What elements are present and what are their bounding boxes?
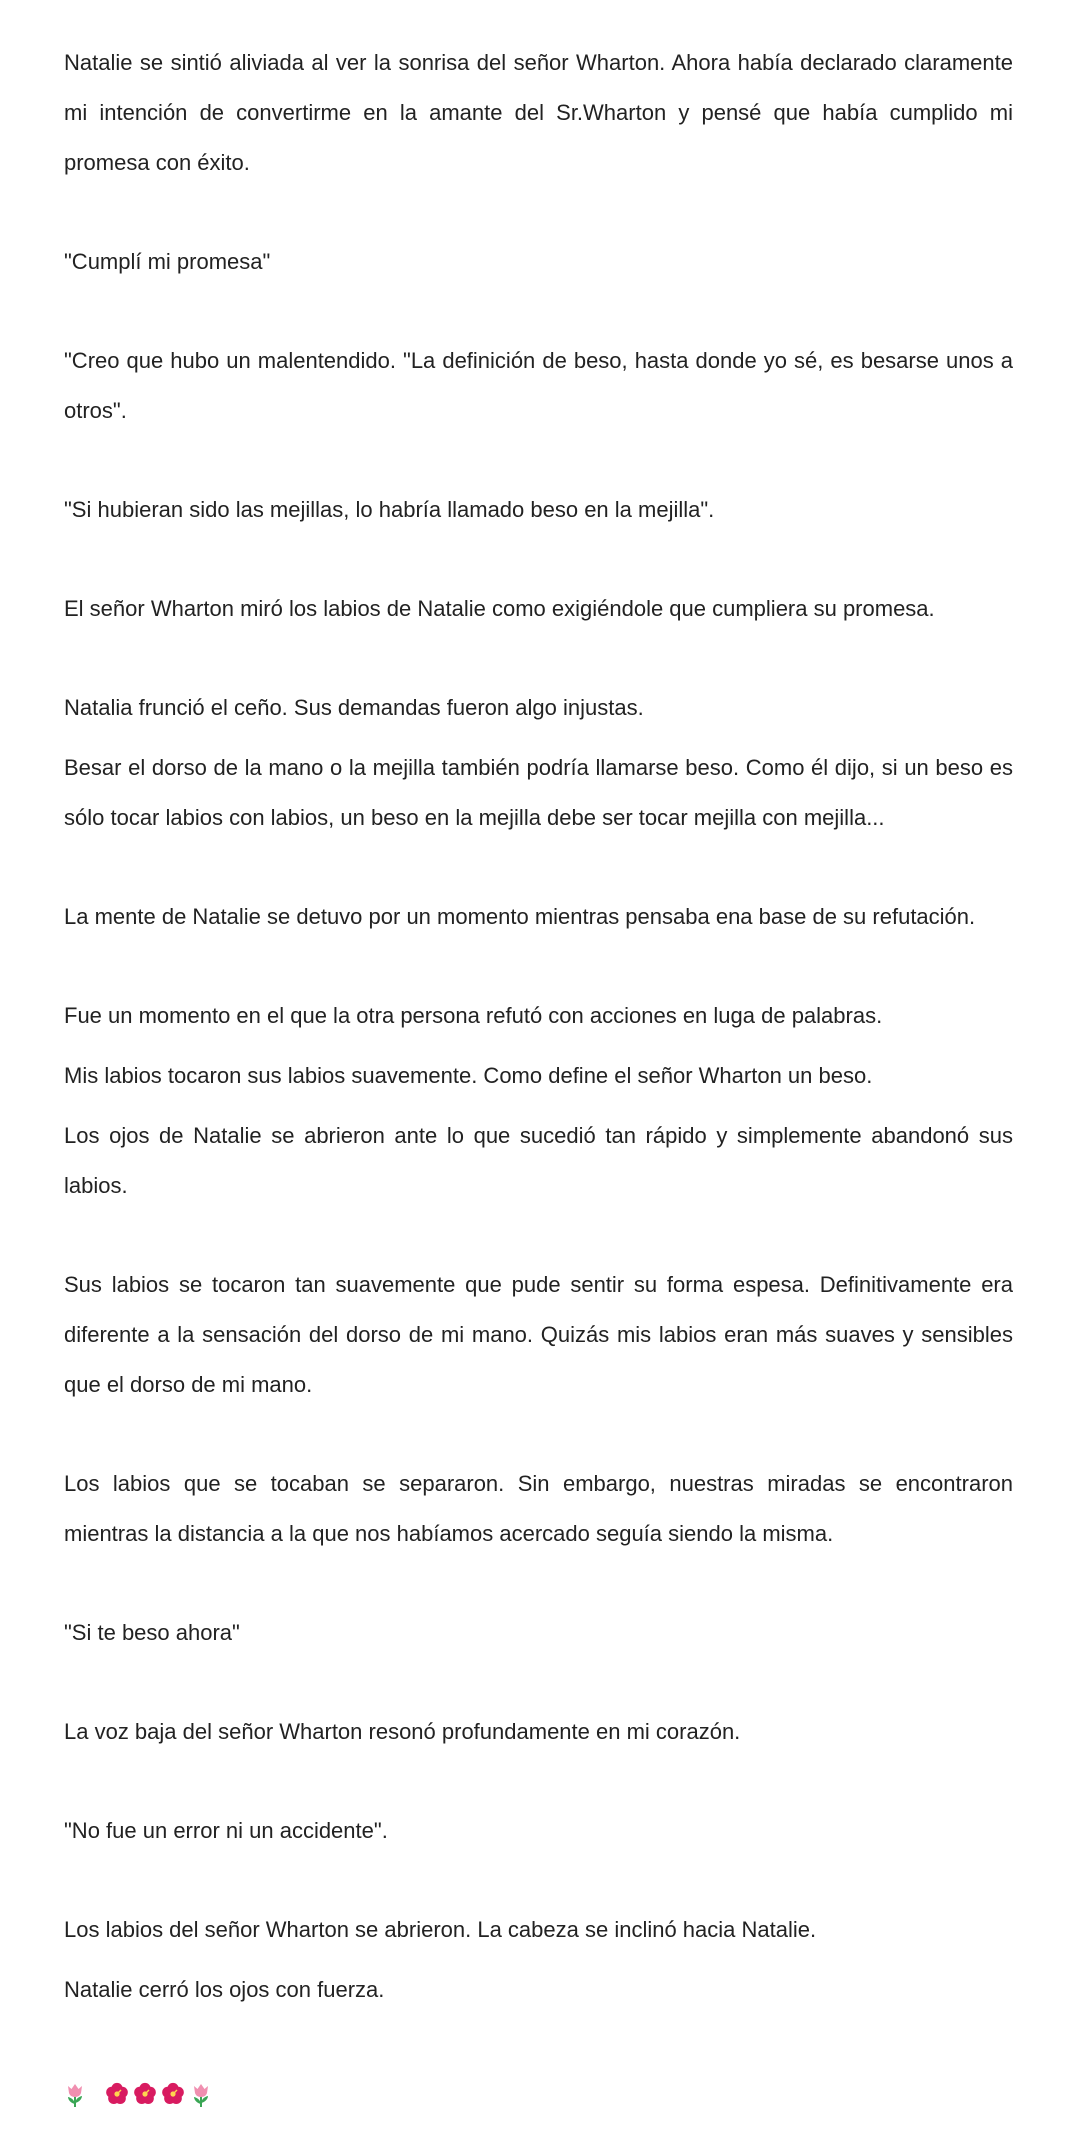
- tulip-icon: [64, 2082, 86, 2108]
- paragraph: La voz baja del señor Wharton resonó profundamente en mi corazón.: [64, 1719, 741, 1744]
- hibiscus-icon: [106, 2082, 128, 2108]
- tulip-icon: [190, 2082, 212, 2108]
- paragraph: "Si te beso ahora": [64, 1620, 240, 1645]
- paragraph: Natalia frunció el ceño. Sus demandas fueron algo injustas.: [64, 695, 644, 720]
- hibiscus-icon: [134, 2082, 156, 2108]
- paragraph: "No fue un error ni un accidente".: [64, 1818, 388, 1843]
- paragraph: Natalie se sintió aliviada al ver la sonrisa del señor Wharton. Ahora había declarado claramente mi intención de convertirme en la amante del Sr.Wharton y pensé que había cumplido mi promesa con éxito.: [64, 50, 1013, 175]
- paragraph: Sus labios se tocaron tan suavemente que pude sentir su forma espesa. Definitivamente era diferente a la sensación del dorso de mi mano. Quizás mis labios eran más suaves y sensibles que el dorso de mi mano.: [64, 1272, 1013, 1397]
- paragraph: Fue un momento en el que la otra persona refutó con acciones en luga de palabras.: [64, 1003, 883, 1028]
- paragraph: Los labios del señor Wharton se abrieron. La cabeza se inclinó hacia Natalie.: [64, 1917, 817, 1942]
- paragraph: "Cumplí mi promesa": [64, 249, 271, 274]
- paragraph: Besar el dorso de la mano o la mejilla también podría llamarse beso. Como él dijo, si un beso es sólo tocar labios con labios, un beso en la mejilla debe ser tocar mejilla con mejilla...: [64, 755, 1013, 830]
- paragraph: "Creo que hubo un malentendido. "La definición de beso, hasta donde yo sé, es besarse unos a otros".: [64, 348, 1013, 423]
- paragraph: Natalie cerró los ojos con fuerza.: [64, 1977, 385, 2002]
- paragraph-list: [64, 38, 1013, 2015]
- paragraph: Los ojos de Natalie se abrieron ante lo que sucedió tan rápido y simplemente abandonó sus labios.: [64, 1123, 1013, 1198]
- emoji-row: [64, 2075, 1013, 2115]
- hibiscus-icon: [162, 2082, 184, 2108]
- paragraph: El señor Wharton miró los labios de Natalie como exigiéndole que cumpliera su promesa.: [64, 596, 935, 621]
- document-body: [64, 38, 1013, 2115]
- paragraph: Mis labios tocaron sus labios suavemente. Como define el señor Wharton un beso.: [64, 1063, 873, 1088]
- paragraph: Los labios que se tocaban se separaron. Sin embargo, nuestras miradas se encontraron mientras la distancia a la que nos habíamos acercado seguía siendo la misma.: [64, 1471, 1013, 1546]
- paragraph: "Si hubieran sido las mejillas, lo habría llamado beso en la mejilla".: [64, 497, 715, 522]
- paragraph: La mente de Natalie se detuvo por un momento mientras pensaba ena base de su refutación.: [64, 904, 976, 929]
